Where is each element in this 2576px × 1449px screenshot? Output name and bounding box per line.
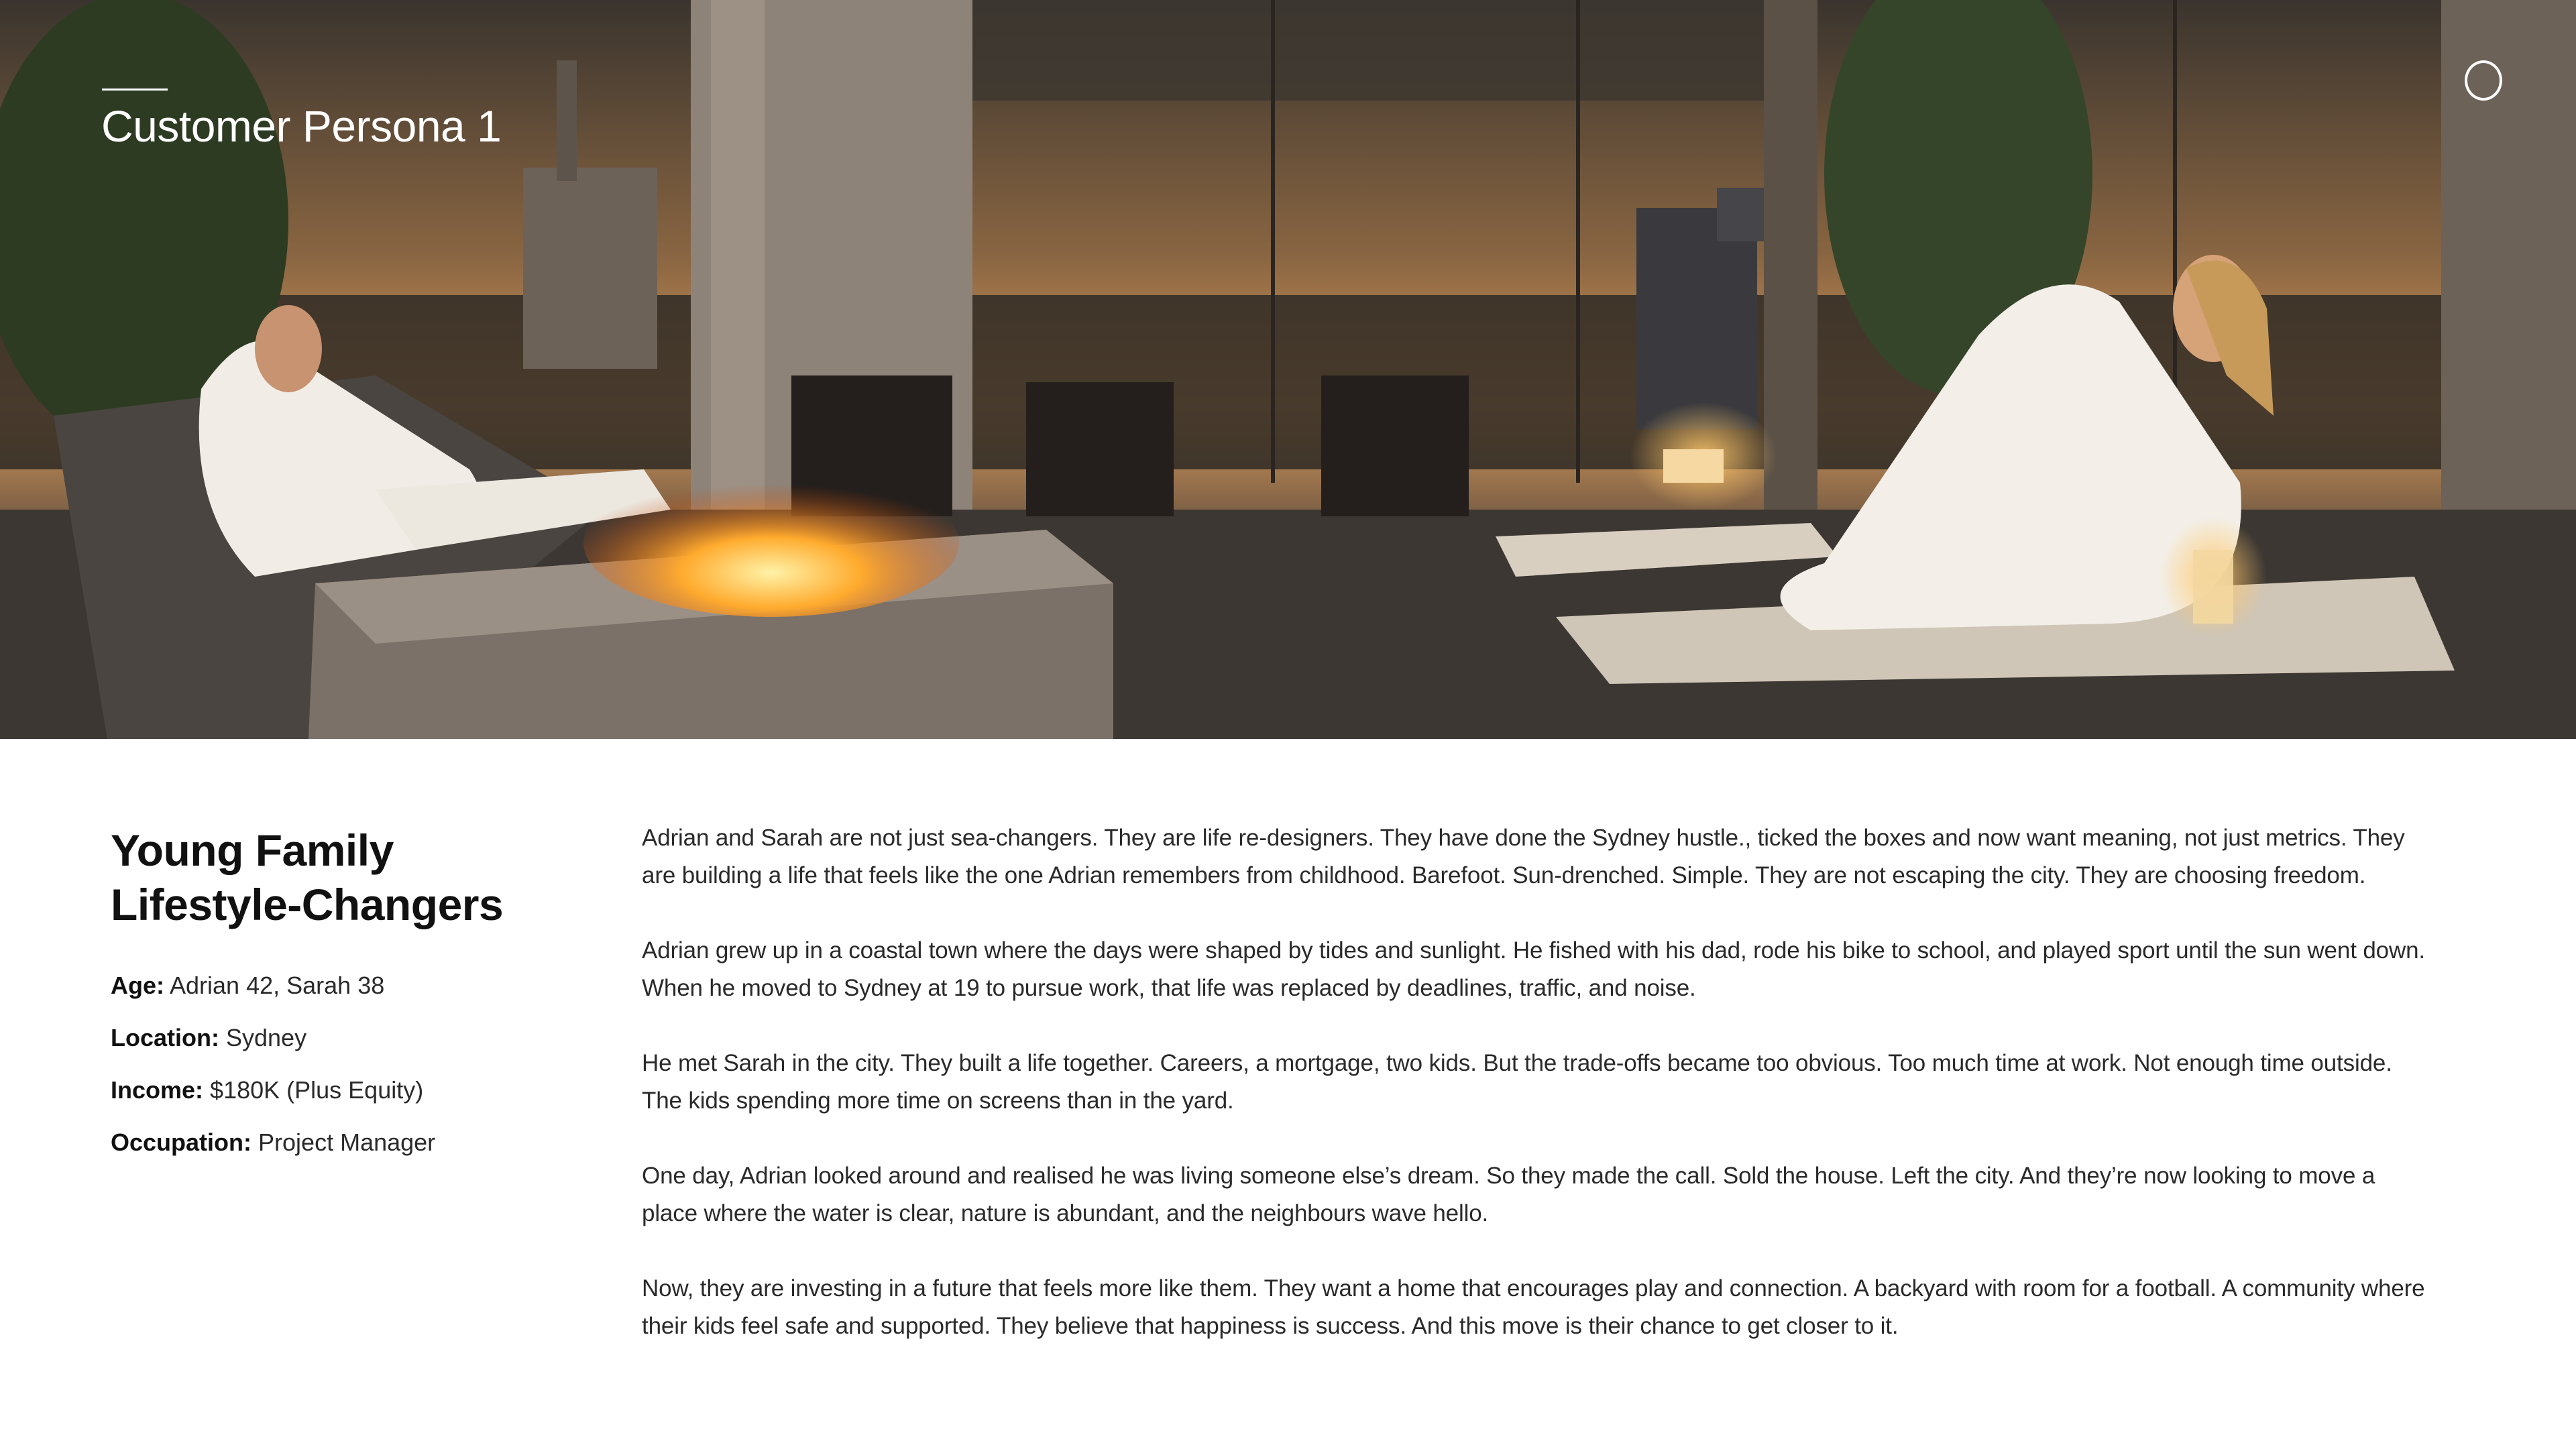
story-paragraph: Adrian grew up in a coastal town where the days were shaped by tides and sunlight. He fished with his dad, rode his bike to school, and played sport until the sun went down. When he moved to Sydney at 19 to pursue work, that life was replaced by deadlines, traffic, and noise. (642, 937, 2425, 1001)
persona-story (642, 819, 2426, 1383)
fact-location (111, 1025, 580, 1051)
fact-occupation (111, 1129, 580, 1156)
fact-label: Occupation: (111, 1128, 252, 1156)
fact-value: Adrian 42, Sarah 38 (170, 972, 385, 999)
fact-value: $180K (Plus Equity) (210, 1076, 424, 1104)
title-rule (102, 89, 168, 91)
ring-icon (2465, 60, 2502, 101)
fact-label: Income: (111, 1076, 204, 1104)
fact-label: Age: (111, 972, 164, 999)
persona-summary (111, 823, 580, 1181)
story-paragraph: Now, they are investing in a future that feels more like them. They want a home that encourages play and connection. A backyard with room for a football. A community where their kids feel safe and supported. They believe that happiness is success. And this move is their chance to get closer to it. (642, 1275, 2425, 1339)
story-paragraph: Adrian and Sarah are not just sea-changers. They are life re-designers. They have done the Sydney hustle., ticked the boxes and now want meaning, not just metrics. They are building a life that feels like the one Adrian remembers from childhood. Barefoot. Sun-drenched. Simple. They are not escaping the city. They are choosing freedom. (642, 825, 2405, 888)
fact-value: Sydney (226, 1024, 307, 1051)
persona-heading (111, 823, 580, 932)
story-paragraph: He met Sarah in the city. They built a life together. Careers, a mortgage, two kids. But the trade-offs became too obvious. Too much time at work. Not enough time outside. The kids spending more time on screens than in the yard. (642, 1050, 2392, 1114)
fact-label: Location: (111, 1024, 219, 1051)
fact-age (111, 972, 580, 999)
fact-value: Project Manager (258, 1128, 436, 1156)
persona-heading-line1: Young Family (111, 825, 394, 875)
persona-heading-line2: Lifestyle-Changers (111, 880, 504, 929)
fact-income (111, 1077, 580, 1104)
page-title: Customer Persona 1 (101, 101, 502, 151)
story-paragraph: One day, Adrian looked around and realised he was living someone else’s dream. So they made the call. Sold the house. Left the city. And they’re now looking to move a place where the water is clear, nature is abundant, and the neighbours wave hello. (642, 1163, 2375, 1226)
